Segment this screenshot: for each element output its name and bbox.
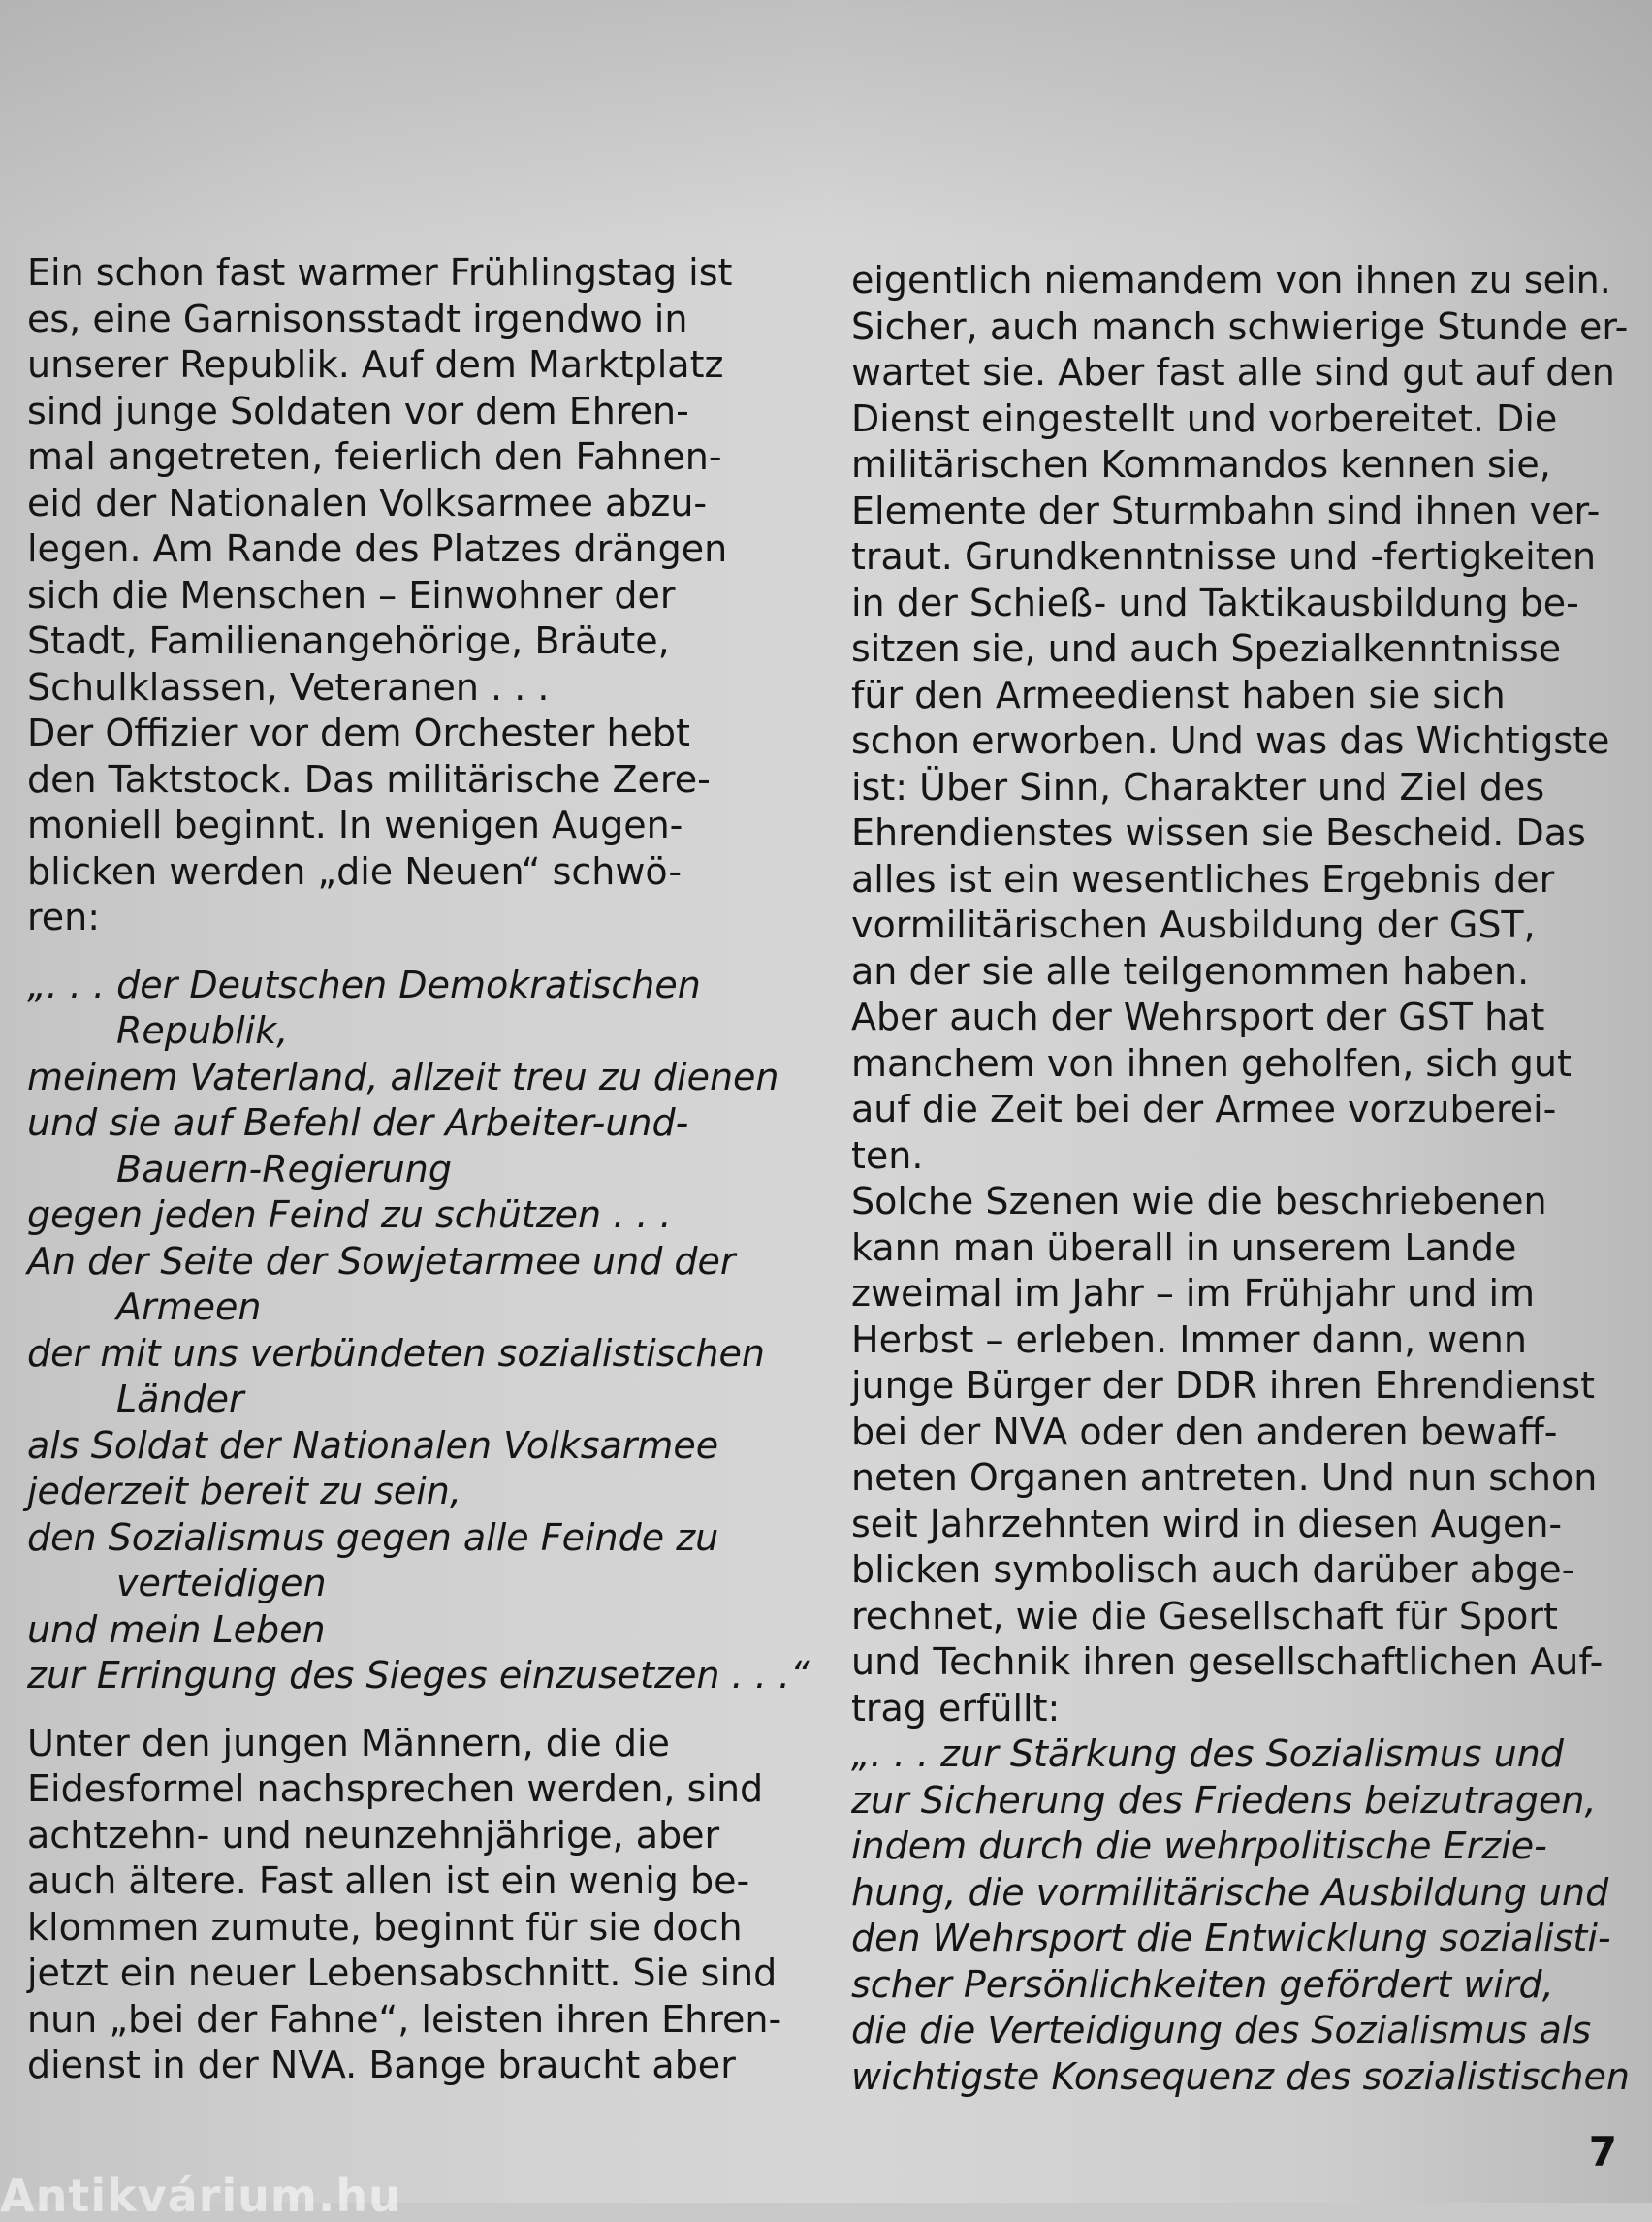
- text-line: es, eine Garnisonsstadt irgendwo in: [27, 297, 688, 340]
- oath-line: und mein Leben: [27, 1607, 326, 1651]
- text-line: alles ist ein wesentliches Ergebnis der: [851, 857, 1555, 901]
- oath-line: und sie auf Befehl der Arbeiter-und-: [27, 1101, 689, 1144]
- text-line: wartet sie. Aber fast alle sind gut auf den: [851, 351, 1615, 394]
- text-line: ten.: [851, 1133, 924, 1177]
- text-line: trag erfüllt:: [851, 1686, 1061, 1730]
- text-line: moniell beginnt. In wenigen Augen-: [27, 804, 683, 846]
- continuation-paragraph: [851, 258, 1636, 1179]
- text-line: jetzt ein neuer Lebensabschnitt. Sie sind: [27, 1952, 778, 1994]
- text-line: blicken symbolisch auch darüber abge-: [851, 1548, 1575, 1591]
- gst-statute-quote: [851, 1731, 1636, 2100]
- quote-line: den Wehrsport die Entwicklung sozialisti-: [851, 1917, 1611, 1959]
- oath-line: Bauern-Regierung: [116, 1147, 452, 1190]
- text-line: auch ältere. Fast allen ist ein wenig be-: [27, 1859, 750, 1902]
- oath-line: Länder: [116, 1378, 244, 1420]
- left-column: [27, 250, 810, 2089]
- closing-paragraph: [27, 1721, 803, 2089]
- oath-line: An der Seite der Sowjetarmee und der: [27, 1239, 736, 1283]
- text-line: mal angetreten, feierlich den Fahnen-: [27, 435, 722, 478]
- text-line: Aber auch der Wehrsport der GST hat: [851, 996, 1545, 1038]
- watermark-text: Antikvárium.hu: [0, 2170, 401, 2222]
- text-line: achtzehn- und neunzehnjährige, aber: [27, 1813, 720, 1857]
- quote-line: indem durch die wehrpolitische Erzie-: [851, 1825, 1547, 1867]
- text-line: ren:: [27, 896, 101, 938]
- text-line: sind junge Soldaten vor dem Ehren-: [27, 389, 689, 432]
- text-line: schon erworben. Und was das Wichtigste: [851, 719, 1610, 762]
- text-line: zweimal im Jahr – im Frühjahr und im: [851, 1272, 1536, 1315]
- oath-line: meinem Vaterland, allzeit treu zu dienen: [27, 1055, 779, 1098]
- text-line: den Taktstock. Das militärische Zere-: [27, 757, 711, 801]
- text-line: nun „bei der Fahne“, leisten ihren Ehren-: [27, 1997, 782, 2041]
- oath-line: jederzeit bereit zu sein,: [27, 1470, 461, 1512]
- text-line: in der Schieß- und Taktikausbildung be-: [851, 581, 1579, 624]
- quote-line: zur Sicherung des Friedens beizutragen,: [851, 1778, 1597, 1822]
- text-line: neten Organen antreten. Und nun schon: [851, 1456, 1598, 1499]
- text-line: manchem von ihnen geholfen, sich gut: [851, 1041, 1572, 1085]
- text-line: Ehrendienstes wissen sie Bescheid. Das: [851, 811, 1586, 854]
- oath-line: Armeen: [116, 1286, 262, 1328]
- oath-line: „. . . der Deutschen Demokratischen: [27, 963, 701, 1006]
- text-line: vormilitärischen Ausbildung der GST,: [851, 904, 1536, 946]
- text-line: kann man überall in unserem Lande: [851, 1225, 1517, 1269]
- text-line: rechnet, wie die Gesellschaft für Sport: [851, 1594, 1558, 1637]
- text-line: Der Offizier vor dem Orchester hebt: [27, 712, 690, 754]
- intro-paragraph: [27, 250, 803, 941]
- text-line: eid der Nationalen Volksarmee abzu-: [27, 481, 708, 524]
- text-line: Elemente der Sturmbahn sind ihnen ver-: [851, 489, 1601, 532]
- oath-quote: [27, 963, 810, 1699]
- text-line: für den Armeedienst haben sie sich: [851, 673, 1506, 716]
- oath-line: den Sozialismus gegen alle Feinde zu: [27, 1515, 719, 1559]
- right-column: [851, 258, 1636, 2100]
- oath-line: gegen jeden Feind zu schützen . . .: [27, 1193, 672, 1236]
- text-line: blicken werden „die Neuen“ schwö-: [27, 849, 683, 893]
- text-line: klommen zumute, beginnt für sie doch: [27, 1905, 743, 1949]
- text-line: Unter den jungen Männern, die die: [27, 1721, 670, 1764]
- quote-line: hung, die vormilitärische Ausbildung und: [851, 1870, 1609, 1914]
- text-line: junge Bürger der DDR ihren Ehrendienst: [851, 1364, 1595, 1407]
- oath-line: als Soldat der Nationalen Volksarmee: [27, 1423, 719, 1467]
- text-line: an der sie alle teilgenommen haben.: [851, 949, 1530, 993]
- text-line: unserer Republik. Auf dem Marktplatz: [27, 343, 724, 386]
- text-line: Solche Szenen wie die beschriebenen: [851, 1180, 1547, 1222]
- text-line: und Technik ihren gesellschaftlichen Auf-: [851, 1640, 1604, 1683]
- oath-line: Republik,: [116, 1009, 289, 1052]
- oath-line: verteidigen: [116, 1562, 327, 1604]
- gst-paragraph: [851, 1179, 1636, 1731]
- text-line: sitzen sie, und auch Spezialkenntnisse: [851, 627, 1562, 670]
- text-line: seit Jahrzehnten wird in diesen Augen-: [851, 1502, 1563, 1545]
- text-line: Stadt, Familienangehörige, Bräute,: [27, 619, 670, 662]
- text-line: sich die Menschen – Einwohner der: [27, 573, 676, 617]
- text-line: militärischen Kommandos kennen sie,: [851, 443, 1551, 486]
- text-line: dienst in der NVA. Bange braucht aber: [27, 2044, 736, 2086]
- text-line: Herbst – erleben. Immer dann, wenn: [851, 1317, 1527, 1361]
- text-line: Sicher, auch manch schwierige Stunde er-: [851, 304, 1629, 348]
- text-line: auf die Zeit bei der Armee vorzuberei-: [851, 1088, 1557, 1130]
- quote-line: die die Verteidigung des Sozialismus als: [851, 2009, 1592, 2051]
- page-number: 7: [1588, 2128, 1617, 2175]
- text-line: ist: Über Sinn, Charakter und Ziel des: [851, 765, 1545, 809]
- quote-line: wichtigste Konsequenz des sozialistischen: [851, 2054, 1630, 2098]
- text-line: legen. Am Rande des Platzes drängen: [27, 527, 728, 570]
- quote-line: „. . . zur Stärkung des Sozialismus und: [851, 1732, 1564, 1775]
- text-line: traut. Grundkenntnisse und -fertigkeiten: [851, 535, 1597, 578]
- quote-line: scher Persönlichkeiten gefördert wird,: [851, 1962, 1554, 2006]
- text-line: Schulklassen, Veteranen . . .: [27, 665, 550, 709]
- text-line: eigentlich niemandem von ihnen zu sein.: [851, 259, 1611, 302]
- oath-line: der mit uns verbündeten sozialistischen: [27, 1331, 765, 1375]
- text-line: Ein schon fast warmer Frühlingstag ist: [27, 251, 733, 294]
- oath-line: zur Erringung des Sieges einzusetzen . . .“: [27, 1654, 810, 1697]
- text-line: bei der NVA oder den anderen bewaff-: [851, 1410, 1558, 1453]
- show-through-area: [0, 0, 1652, 242]
- text-line: Eidesformel nachsprechen werden, sind: [27, 1767, 764, 1810]
- text-line: Dienst eingestellt und vorbereitet. Die: [851, 397, 1558, 440]
